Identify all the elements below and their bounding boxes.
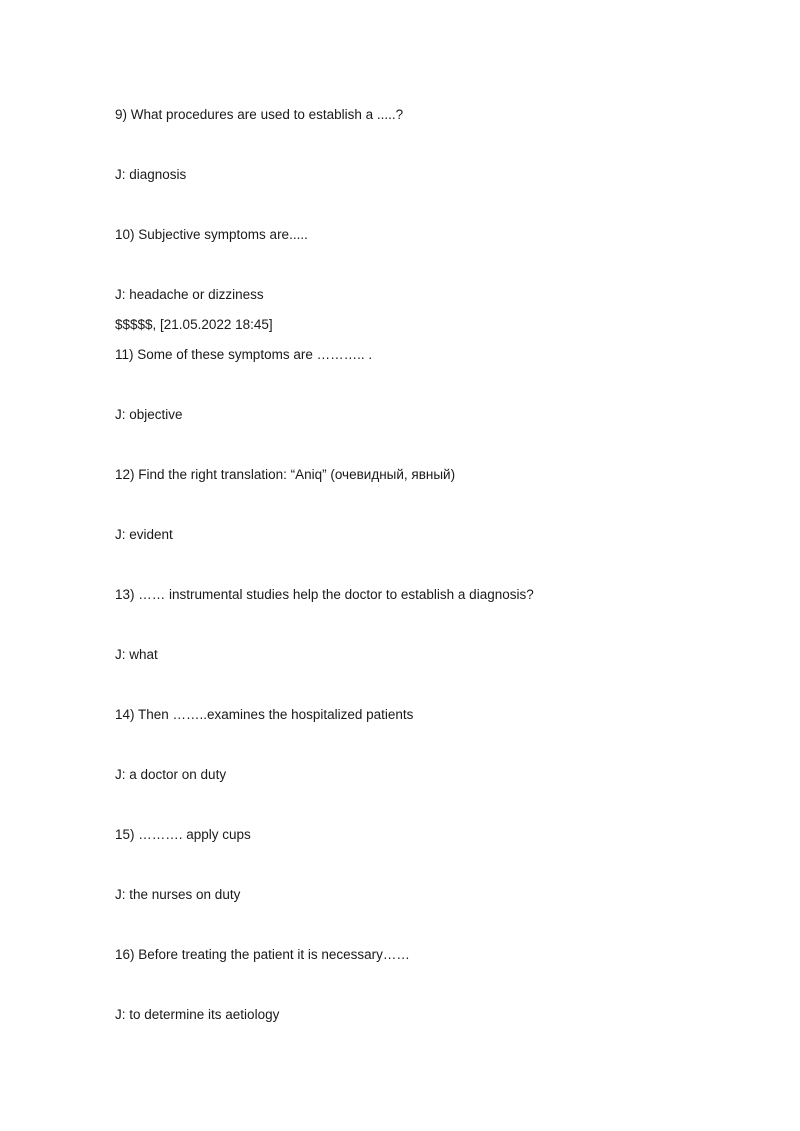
question-10: 10) Subjective symptoms are..... [115,227,308,242]
answer-15: J: the nurses on duty [115,887,241,902]
question-14: 14) Then ……..examines the hospitalized patients [115,707,414,722]
question-16: 16) Before treating the patient it is necessary…… [115,947,410,962]
message-timestamp: $$$$$, [21.05.2022 18:45] [115,317,273,332]
answer-12: J: evident [115,527,173,542]
answer-11: J: objective [115,407,183,422]
question-15: 15) ………. apply cups [115,827,251,842]
answer-14: J: a doctor on duty [115,767,227,782]
question-13: 13) …… instrumental studies help the doctor to establish a diagnosis? [115,587,534,602]
question-12: 12) Find the right translation: “Aniq” (очевидный, явный) [115,467,456,482]
question-9: 9) What procedures are used to establish a .....? [115,107,404,122]
answer-13: J: what [115,647,158,662]
answer-9: J: diagnosis [115,167,187,182]
answer-16: J: to determine its aetiology [115,1007,280,1022]
answer-10: J: headache or dizziness [115,287,264,302]
question-11: 11) Some of these symptoms are ……….. . [115,347,373,362]
